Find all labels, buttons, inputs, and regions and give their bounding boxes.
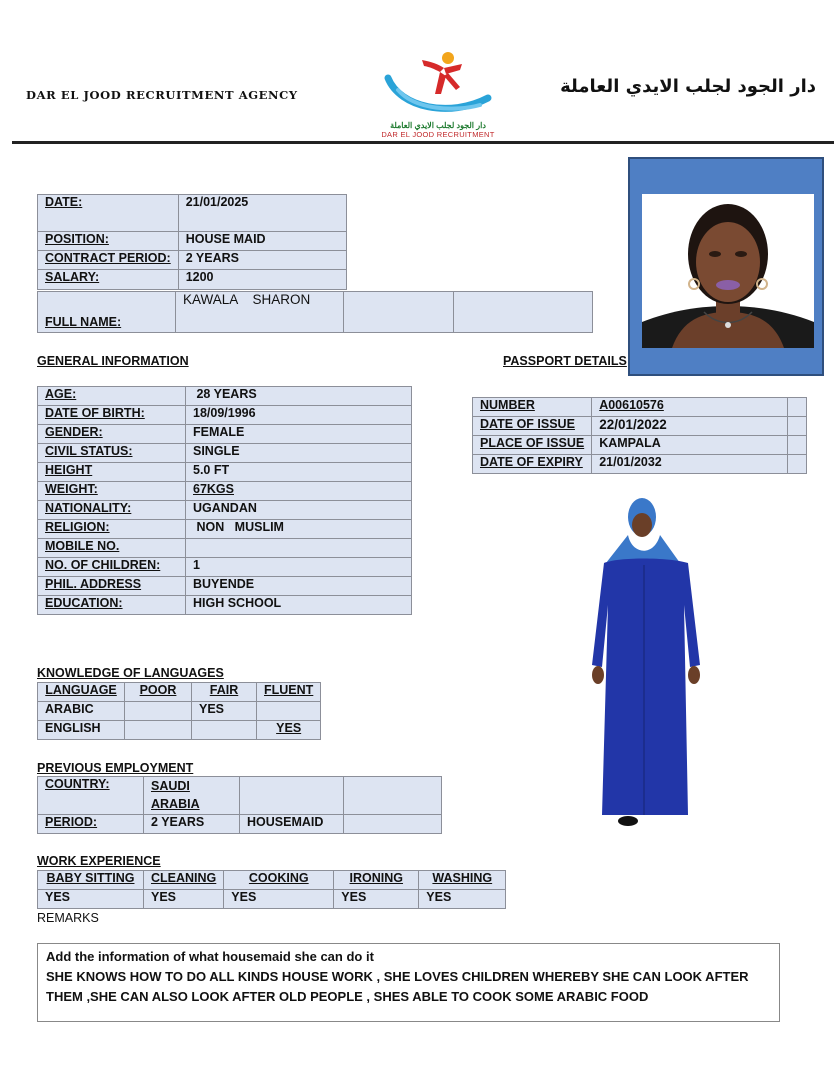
salary-value: 1200 bbox=[178, 270, 346, 290]
work-experience-title: WORK EXPERIENCE bbox=[37, 854, 161, 868]
passport-number-label: NUMBER bbox=[473, 398, 592, 417]
date-of-issue-label: DATE OF ISSUE bbox=[473, 417, 592, 436]
employment-empty-3 bbox=[344, 815, 442, 834]
gender-label: GENDER: bbox=[38, 425, 186, 444]
contract-period-label: CONTRACT PERIOD: bbox=[38, 251, 179, 270]
passport-cell bbox=[788, 436, 807, 455]
place-of-issue-label: PLACE OF ISSUE bbox=[473, 436, 592, 455]
position-label: POSITION: bbox=[38, 232, 179, 251]
fair-header: FAIR bbox=[192, 683, 257, 702]
height-value: 5.0 FT bbox=[186, 463, 412, 482]
full-name-table bbox=[37, 291, 593, 333]
dob-value: 18/09/1996 bbox=[186, 406, 412, 425]
washing-header: WASHING bbox=[419, 871, 506, 890]
remarks-label: REMARKS bbox=[37, 911, 99, 925]
period-value: 2 YEARS bbox=[144, 815, 240, 834]
languages-table bbox=[37, 682, 321, 740]
education-value: HIGH SCHOOL bbox=[186, 596, 412, 615]
age-value: 28 YEARS bbox=[186, 387, 412, 406]
portrait-photo-frame bbox=[628, 157, 824, 376]
gender-value: FEMALE bbox=[186, 425, 412, 444]
place-of-issue-value: KAMPALA bbox=[592, 436, 788, 455]
summary-table bbox=[37, 194, 347, 290]
civil-status-value: SINGLE bbox=[186, 444, 412, 463]
address-label: PHIL. ADDRESS bbox=[38, 577, 186, 596]
previous-employment-title: PREVIOUS EMPLOYMENT bbox=[37, 761, 194, 775]
education-label: EDUCATION: bbox=[38, 596, 186, 615]
position-value: HOUSE MAID bbox=[178, 232, 346, 251]
ironing-value: YES bbox=[334, 890, 419, 909]
remarks-line-3: THEM ,SHE CAN ALSO LOOK AFTER OLD PEOPLE , SHES ABLE TO COOK SOME ARABIC FOOD bbox=[46, 989, 649, 1004]
baby-sitting-header: BABY SITTING bbox=[38, 871, 144, 890]
full-name-label: FULL NAME: bbox=[38, 292, 176, 333]
agency-logo bbox=[380, 50, 500, 122]
religion-value: NON MUSLIM bbox=[186, 520, 412, 539]
mobile-value bbox=[186, 539, 412, 558]
cooking-value: YES bbox=[224, 890, 334, 909]
mobile-label: MOBILE NO. bbox=[38, 539, 186, 558]
period-role: HOUSEMAID bbox=[240, 815, 344, 834]
full-body-photo bbox=[588, 495, 716, 830]
fluent-header: FLUENT bbox=[257, 683, 321, 702]
full-name-extra-1 bbox=[344, 292, 454, 333]
passport-details-title: PASSPORT DETAILS bbox=[503, 354, 627, 368]
general-information-table bbox=[37, 386, 412, 615]
language-header: LANGUAGE bbox=[38, 683, 125, 702]
date-of-expiry-label: DATE OF EXPIRY bbox=[473, 455, 592, 474]
dob-label: DATE OF BIRTH: bbox=[38, 406, 186, 425]
passport-cell bbox=[788, 455, 807, 474]
country-value-line2: ARABIA bbox=[151, 797, 200, 811]
washing-value: YES bbox=[419, 890, 506, 909]
previous-employment-table bbox=[37, 776, 442, 834]
weight-label: WEIGHT: bbox=[38, 482, 186, 501]
country-label: COUNTRY: bbox=[38, 777, 144, 815]
date-of-issue-value: 22/01/2022 bbox=[592, 417, 788, 436]
date-of-expiry-value: 21/01/2032 bbox=[592, 455, 788, 474]
poor-header: POOR bbox=[125, 683, 192, 702]
cooking-header: COOKING bbox=[224, 871, 334, 890]
salary-label: SALARY: bbox=[38, 270, 179, 290]
height-label: HEIGHT bbox=[38, 463, 186, 482]
children-value: 1 bbox=[186, 558, 412, 577]
date-label: DATE: bbox=[38, 195, 179, 232]
passport-number-value: A00610576 bbox=[592, 398, 788, 417]
header-divider bbox=[12, 141, 834, 144]
logo-caption-arabic: دار الجود لجلب الايدي العاملة bbox=[390, 121, 486, 130]
cleaning-value: YES bbox=[144, 890, 224, 909]
remarks-box bbox=[37, 943, 780, 1022]
nationality-label: NATIONALITY: bbox=[38, 501, 186, 520]
general-information-title: GENERAL INFORMATION bbox=[37, 354, 189, 368]
language-english: ENGLISH bbox=[38, 721, 125, 740]
remarks-line-2: SHE KNOWS HOW TO DO ALL KINDS HOUSE WORK , SHE LOVES CHILDREN WHEREBY SHE CAN LOOK AFTER bbox=[46, 969, 749, 984]
remarks-line-1: Add the information of what housemaid she can do it bbox=[46, 949, 374, 964]
arabic-fair: YES bbox=[192, 702, 257, 721]
period-label: PERIOD: bbox=[38, 815, 144, 834]
country-value-line1: SAUDI bbox=[151, 779, 190, 793]
contract-period-value: 2 YEARS bbox=[178, 251, 346, 270]
english-poor bbox=[125, 721, 192, 740]
full-name-value: KAWALA SHARON bbox=[176, 292, 344, 333]
ironing-header: IRONING bbox=[334, 871, 419, 890]
passport-cell bbox=[788, 417, 807, 436]
weight-value: 67KGS bbox=[186, 482, 412, 501]
age-label: AGE: bbox=[38, 387, 186, 406]
passport-table bbox=[472, 397, 807, 474]
work-experience-table bbox=[37, 870, 506, 909]
address-value: BUYENDE bbox=[186, 577, 412, 596]
civil-status-label: CIVIL STATUS: bbox=[38, 444, 186, 463]
logo-caption-english: DAR EL JOOD RECRUITMENT bbox=[381, 130, 495, 139]
passport-cell bbox=[788, 398, 807, 417]
date-value: 21/01/2025 bbox=[178, 195, 346, 232]
arabic-poor bbox=[125, 702, 192, 721]
arabic-fluent bbox=[257, 702, 321, 721]
agency-name-arabic: دار الجود لجلب الايدي العاملة bbox=[560, 76, 816, 97]
english-fluent: YES bbox=[257, 721, 321, 740]
full-name-extra-2 bbox=[454, 292, 593, 333]
agency-name-english: DAR EL JOOD RECRUITMENT AGENCY bbox=[26, 88, 298, 102]
children-label: NO. OF CHILDREN: bbox=[38, 558, 186, 577]
nationality-value: UGANDAN bbox=[186, 501, 412, 520]
english-fair bbox=[192, 721, 257, 740]
cleaning-header: CLEANING bbox=[144, 871, 224, 890]
baby-sitting-value: YES bbox=[38, 890, 144, 909]
employment-empty-1 bbox=[240, 777, 344, 815]
employment-empty-2 bbox=[344, 777, 442, 815]
languages-title: KNOWLEDGE OF LANGUAGES bbox=[37, 666, 224, 680]
portrait-photo bbox=[642, 194, 814, 348]
country-value bbox=[144, 777, 240, 815]
language-arabic: ARABIC bbox=[38, 702, 125, 721]
religion-label: RELIGION: bbox=[38, 520, 186, 539]
